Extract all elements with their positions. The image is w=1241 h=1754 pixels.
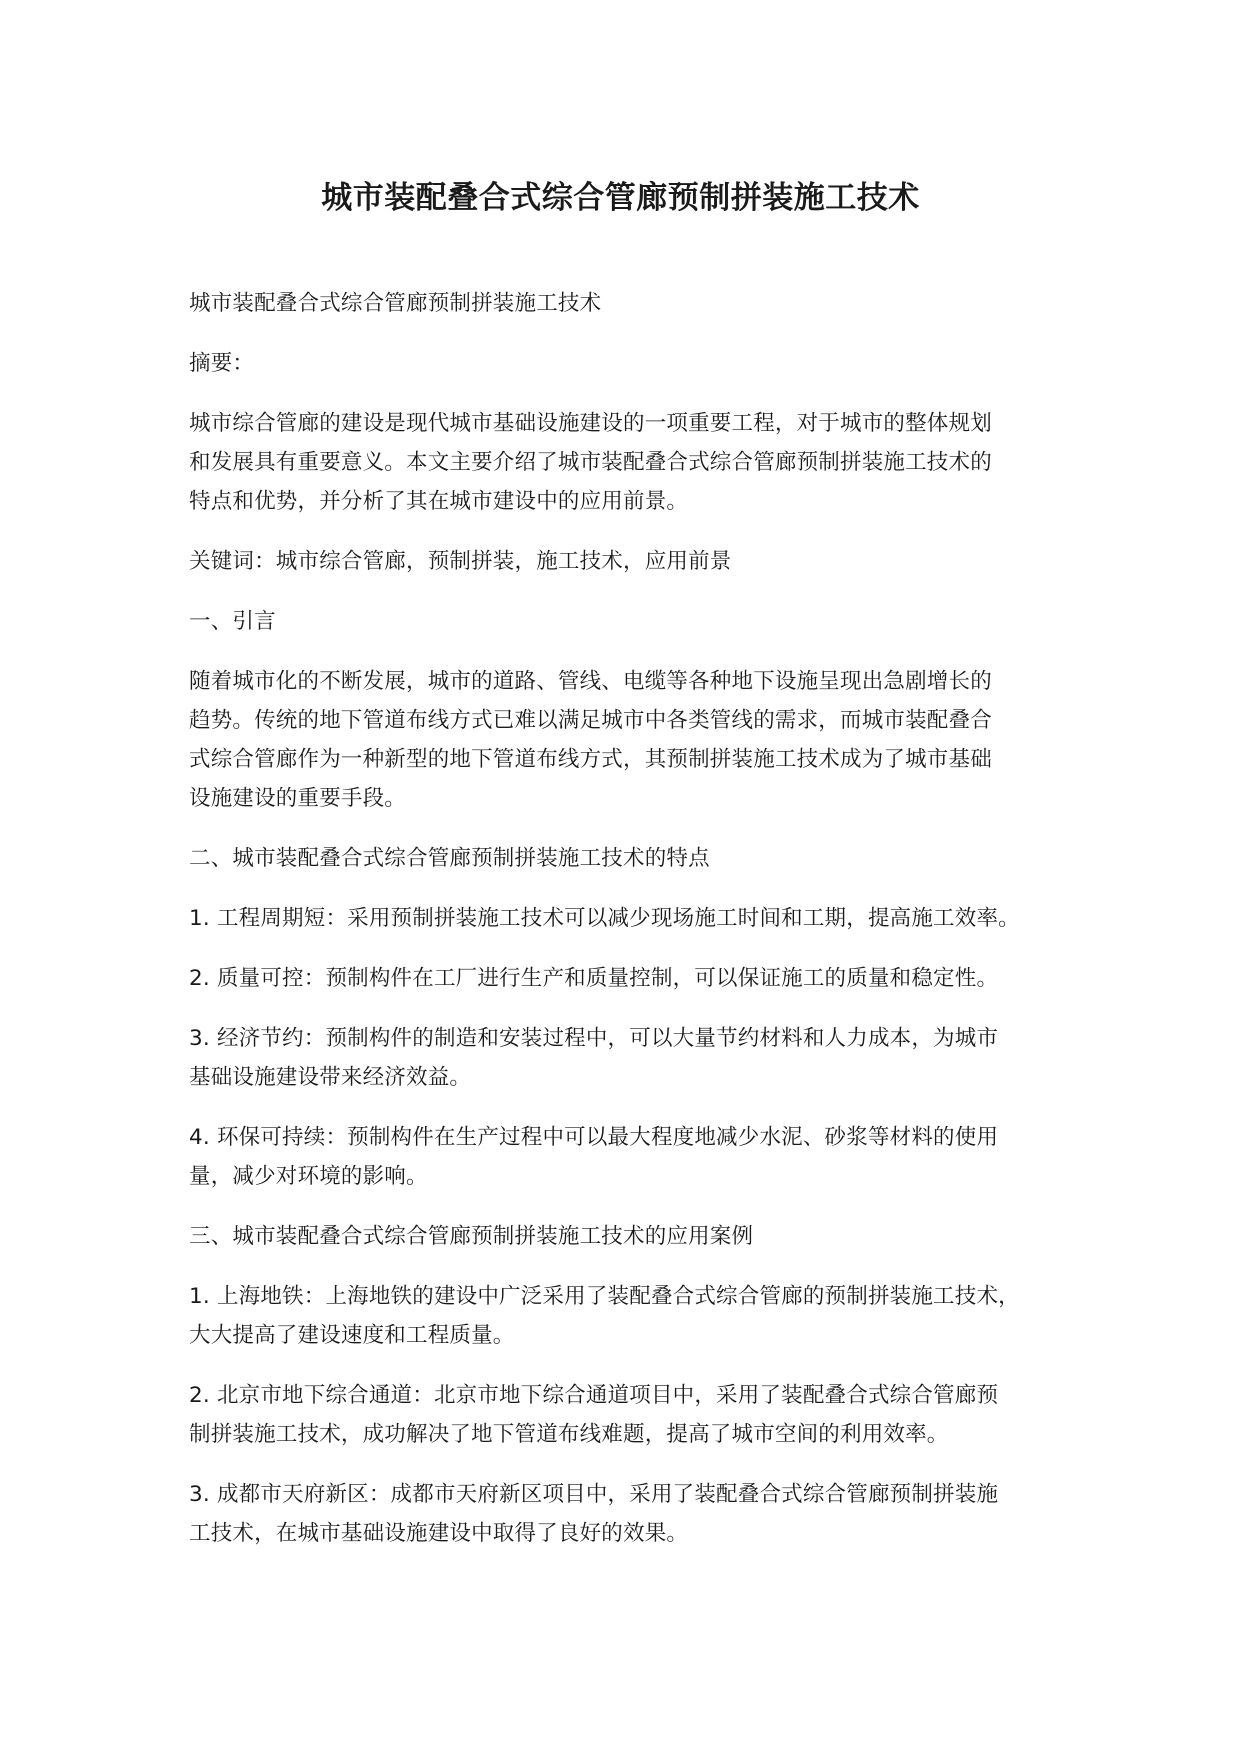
case-item: 1. 上海地铁：上海地铁的建设中广泛采用了装配叠合式综合管廊的预制拼装施工技术， 大大提高了建设速度和工程质量。 <box>189 1284 1020 1348</box>
keywords: 关键词：城市综合管廊，预制拼装，施工技术，应用前景 <box>189 549 732 574</box>
case-item: 3. 成都市天府新区：成都市天府新区项目中，采用了装配叠合式综合管廊预制拼装施 工技术，在城市基础设施建设中取得了良好的效果。 <box>189 1482 999 1546</box>
introduction-text: 随着城市化的不断发展，城市的道路、管线、电缆等各种地下设施呈现出急剧增长的 趋势。传统的地下管道布线方式已难以满足城市中各类管线的需求，而城市装配叠合 式综合管廊作为一种新型的地下管道布线方式，其预制拼装施工技术成为了城市基础 设施建设的重要手段。 <box>189 669 992 811</box>
section-heading-features: 二、城市装配叠合式综合管廊预制拼装施工技术的特点 <box>189 846 710 871</box>
section-heading-introduction: 一、引言 <box>189 609 276 634</box>
section-heading-cases: 三、城市装配叠合式综合管廊预制拼装施工技术的应用案例 <box>189 1224 754 1249</box>
feature-item: 1. 工程周期短：采用预制拼装施工技术可以减少现场施工时间和工期，提高施工效率。 <box>189 906 1020 931</box>
feature-item: 4. 环保可持续：预制构件在生产过程中可以最大程度地减少水泥、砂浆等材料的使用 量，减少对环境的影响。 <box>189 1125 999 1189</box>
document-body <box>189 284 1089 1574</box>
feature-item: 2. 质量可控：预制构件在工厂进行生产和质量控制，可以保证施工的质量和稳定性。 <box>189 966 999 991</box>
feature-item: 3. 经济节约：预制构件的制造和安装过程中，可以大量节约材料和人力成本，为城市 基础设施建设带来经济效益。 <box>189 1026 999 1090</box>
abstract-label: 摘要： <box>189 351 255 376</box>
case-item: 2. 北京市地下综合通道：北京市地下综合通道项目中，采用了装配叠合式综合管廊预 制拼装施工技术，成功解决了地下管道布线难题，提高了城市空间的利用效率。 <box>189 1383 999 1447</box>
document-title: 城市装配叠合式综合管廊预制拼装施工技术 <box>321 180 920 216</box>
abstract-text: 城市综合管廊的建设是现代城市基础设施建设的一项重要工程，对于城市的整体规划 和发展具有重要意义。本文主要介绍了城市装配叠合式综合管廊预制拼装施工技术的 特点和优势，并分析了其在城市建设中的应用前景。 <box>189 411 992 514</box>
document-subtitle: 城市装配叠合式综合管廊预制拼装施工技术 <box>189 291 602 316</box>
